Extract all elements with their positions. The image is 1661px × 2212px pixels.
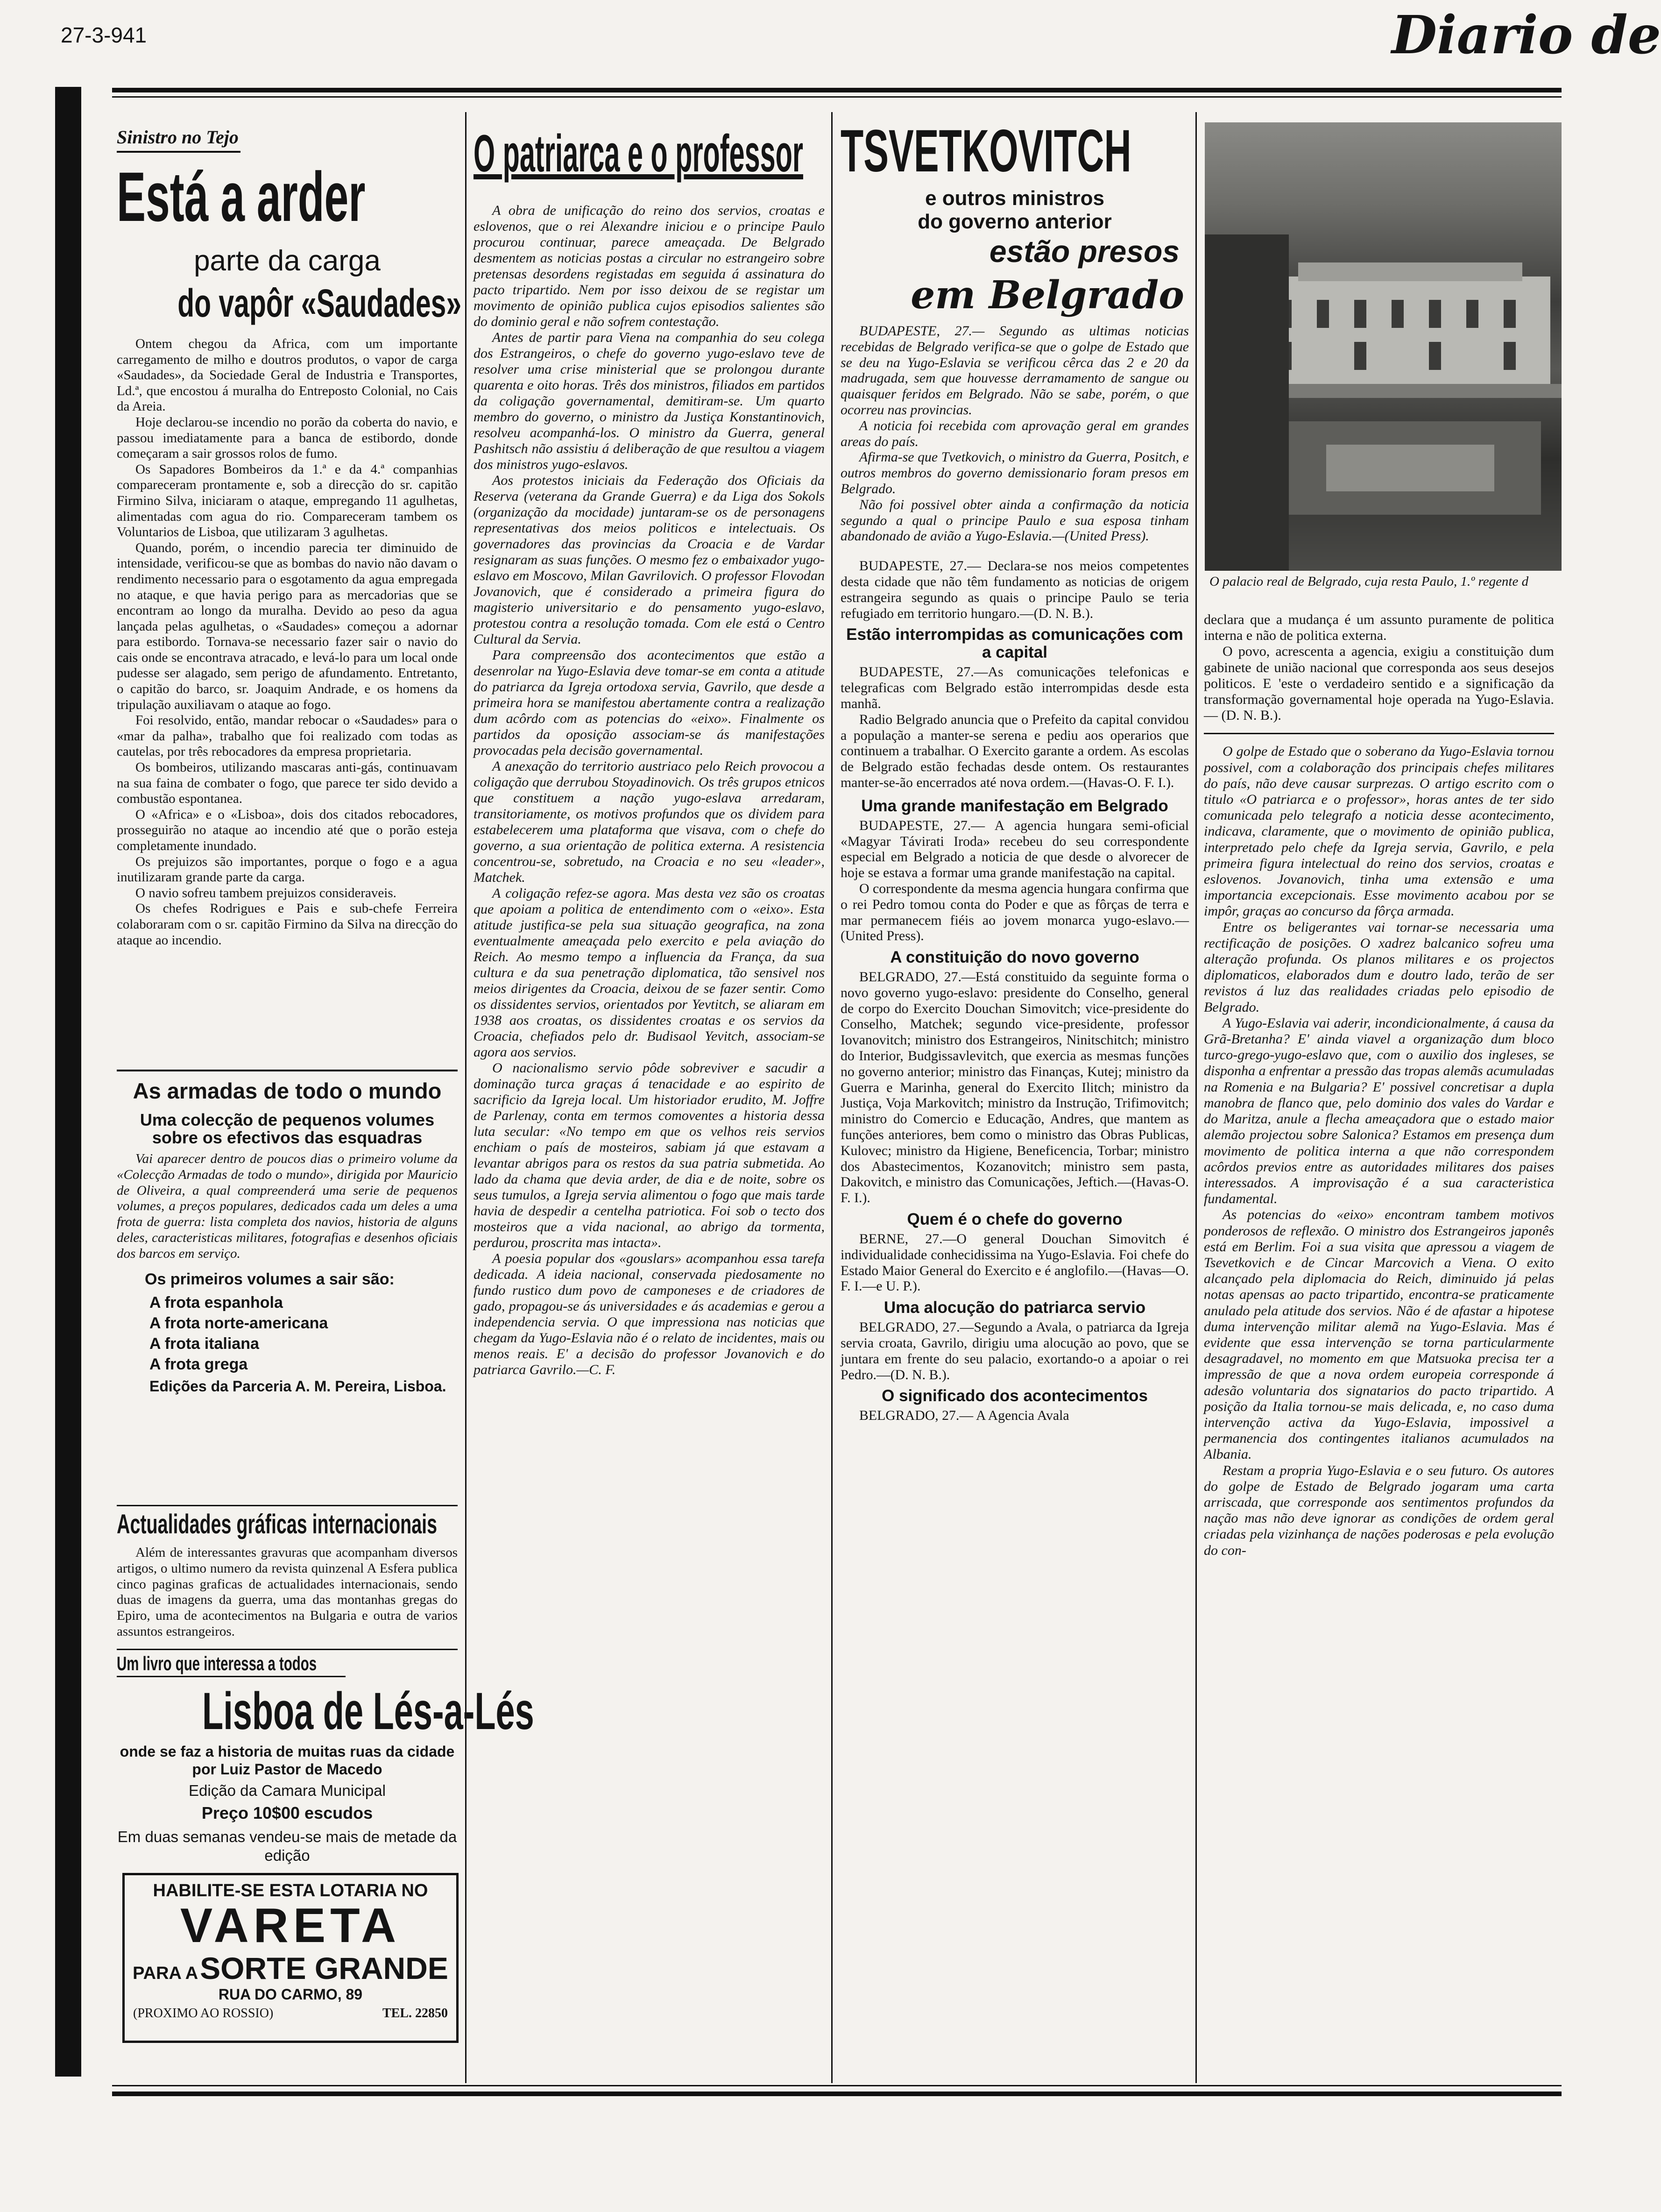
armadas-title: As armadas de todo o mundo xyxy=(133,1078,442,1103)
column-divider-2 xyxy=(831,112,833,2083)
headline-tsvetkovitch: TSVETKOVITCH xyxy=(841,118,1131,184)
armadas-list-title: Os primeiros volumes a sair são: xyxy=(145,1270,395,1288)
subhead-vapor: do vapôr «Saudades» xyxy=(177,281,462,325)
article-tsvetkovitch xyxy=(841,118,1189,1424)
masthead: Diario de xyxy=(1392,5,1661,66)
livro-line2: Edição da Camara Municipal xyxy=(189,1782,386,1799)
ad-vareta: VARETA xyxy=(180,1899,401,1953)
divider-armadas xyxy=(117,1070,458,1071)
tsv-sub4: em Belgrado xyxy=(911,273,1184,318)
list-item: A frota italiana xyxy=(149,1334,259,1353)
patriarca-body: A obra de unificação do reino dos servios, croatas e eslovenos, que o rei Alexandre iniciou e o principe Paulo procurou continuar, parece ameaçada. De Belgrado desmentem as noticias postas a circular no estrangeiro sobre pretensas desordens registadas em seguida á assinatura do pacto tripartido. Nem por isso deixou de se registar um movimento de opinião publica cujos episodios salientes são do dominio geral e não sofrem contestação. Antes de partir para Viena na companhia do seu colega dos Estrangeiros, o chefe do governo yugo-eslavo teve de resolver uma crise ministerial que se prolongou durante quarenta e oito horas. Três dos ministros, filiados em partidos da coligação governamental, demitiram-se. Um quarto membro do governo, o ministro da Justiça Konstantinovich, resolveu acompanhá-los. O ministro da Guerra, general Pashitsch não assistiu á deliberação de que resultou a viagem dos ministros yugo-eslavos. Aos protestos iniciais da Federação dos Oficiais da Reserva (veterana da Grande Guerra) e da Liga dos Sokols (organização da mocidade) juntaram-se os de personagens representativas dos meios politicos e intelectuais. Os governadores das provincias da Croacia e de Vardar resignaram as suas funções. O mesmo fez o embaixador yugo-eslavo em Moscovo, Milan Gavrilovich. O professor Flovodan Jovanovich, que é considerado a primeira figura do magisterio universitario e do pensamento yugo-eslavo, protestou contra a resolução tomada. Com ele está o Centro Cultural da Servia. Para compreensão dos acontecimentos que estão a desenrolar na Yugo-Eslavia deve tomar-se em conta a atitude do patriarca da Igreja ortodoxa servia, Gavrilo, que desde a primeira hora se manifestou abertamente contra a realização dum acôrdo com as potencias do «eixo». Finalmente os partidos da oposição associam-se ás manifestações provocadas pela decisão governamental. A anexação do territorio austriaco pelo Reich provocou a coligação que derrubou Stoyadinovich. Os três grupos etnicos que constituem a nação yugo-eslava arredaram, transitoriamente, os motivos profundos que os dividem para estabelecerem uma plataforma que visava, com o chefe do governo, a sua orientação de politica externa. A resistencia concentrou-se, sobretudo, na Croacia e no seu «leader», Matchek. A coligação refez-se agora. Mas desta vez são os croatas que apoiam a politica de entendimento com o «eixo». Esta atitude justifica-se pela sua situação geografica, na zona eventualmente ameaçada pelo exercito e pela aviação do Reich. Ao mesmo tempo a influencia da França, da sua cultura e da sua penetração diplomatica, tão sensivel nos meios dirigentes da Croacia, deixou de se fazer sentir. Como os dissidentes servios, orientados por Yevtitch, se aliaram em 1938 aos croatas, os dissidentes croatas e os servios da Croacia, chefiados pelo dr. Budisaol Yevitch, associam-se agora aos servios. O nacionalismo servio pôde sobreviver e sacudir a dominação turca graças á tenacidade e ao espirito de sacrificio da Igreja local. Um historiador erudito, M. Joffre de Parlenay, conta em termos comoventes a historia dessa luta secular: «No tempo em que os velhos reis servios enchiam o país de mosteiros, sabiam já que estavam a levantar abrigos para os restos da sua patria submetida. Ao lado da chama que devia arder, de dia e de noite, sobre os seus tumulos, a Igreja servia alimentou o fogo que mais tarde havia de despedir a centelha patriotica. Foi sob o tecto dos mosteiros que a vida nacional, ao abrigo da tormenta, perdurou, proscrita mas intacta». A poesia popular dos «gouslars» acompanhou essa tarefa dedicada. A ideia nacional, conservada piedosamente no fundo rustico dum povo de camponeses e de criadores de gado, propagou-se ás universidades e ás academias e gerou a independencia servia. O que impressiona nas noticias que chegam da Yugo-Eslavia não é o relato de incidentes, mais ou menos reais. E' a decisão do professor Jovanovich e do patriarca Gavrilo.—C. F. xyxy=(474,203,825,1377)
article-armadas xyxy=(117,1078,458,1395)
heading-constituicao: A constituição do novo governo xyxy=(890,948,1139,967)
list-item: A frota grega xyxy=(149,1355,248,1373)
livro-kicker: Um livro que interessa a todos xyxy=(117,1652,317,1674)
actualidades-body: Além de interessantes gravuras que acompanham diversos artigos, o ultimo numero da revista quinzenal A Esfera publica cinco paginas graficas de actualidades internacionais, sendo duas de imagens da guerra, uma das montanhas gregas do Epiro, uma de acontecimentos na Bulgaria e outra de varios assuntos estrangeiros. xyxy=(117,1545,458,1639)
top-rule xyxy=(112,88,1562,92)
column-divider-1 xyxy=(465,112,466,2083)
ad-line1: HABILITE-SE ESTA LOTARIA NO xyxy=(153,1881,428,1900)
armadas-sub: Uma colecção de pequenos volumes sobre os efectivos das esquadras xyxy=(140,1110,435,1147)
lottery-ad xyxy=(122,1873,459,2043)
divider-actualidades xyxy=(117,1505,458,1506)
ad-near: (PROXIMO AO ROSSIO) xyxy=(133,2006,274,2021)
bottom-rule xyxy=(112,2091,1562,2096)
armadas-edition: Edições da Parceria A. M. Pereira, Lisboa. xyxy=(149,1377,446,1395)
ad-phone: TEL. 22850 xyxy=(382,2006,448,2021)
heading-manifestacao: Uma grande manifestação em Belgrado xyxy=(861,796,1168,815)
tsv-sub3: estão presos xyxy=(989,234,1180,269)
livro-title: Lisboa de Lés-a-Lés xyxy=(202,1682,534,1740)
armadas-body: Vai aparecer dentro de poucos dias o primeiro volume da «Colecção Armadas de todo o mundo», dirigida por Mauricio de Oliveira, a qual compreenderá uma serie de pequenos volumes, a preços populares, dedicados cada um deles a uma frota de guerra: lista completa dos navios, historia de alguns deles, caracteristicas militares, fotografias e desenhos oficiais dos barcos em serviço. xyxy=(117,1151,458,1261)
divider-livro xyxy=(117,1649,458,1650)
list-item: A frota espanhola xyxy=(149,1293,283,1312)
livro-line4: Em duas semanas vendeu-se mais de metade da edição xyxy=(117,1828,457,1864)
headline-patriarca: O patriarca e o professor xyxy=(474,124,803,183)
bottom-rule-thin xyxy=(112,2085,1562,2086)
article-patriarca xyxy=(474,126,825,1378)
top-rule-thin xyxy=(112,96,1562,98)
ad-address: RUA DO CARMO, 89 xyxy=(218,1986,363,2003)
photo-palacio-real xyxy=(1205,122,1562,571)
article-livro xyxy=(117,1652,534,1865)
subhead-carga: parte da carga xyxy=(194,245,381,277)
actualidades-title: Actualidades gráficas internacionais xyxy=(117,1509,438,1539)
heading-significado: O significado dos acontecimentos xyxy=(882,1387,1148,1405)
article-belgrado-cont: declara que a mudança é um assunto puramente de politica interna e não de politica externa. O povo, acrescenta a agencia, exigiu a constituição dum gabinete de união nacional que corresponda aos seus desejos politicos. E 'este o verdadeiro sentido e a significação da transformação governamental hoje operada na Yugo-Eslavia.— (D. N. B.). O golpe de Estado que o soberano da Yugo-Eslavia tornou possivel, com a colaboração dos principais chefes militares do país, não deve causar surprezas. O artigo escrito com o titulo «O patriarca e o professor», horas antes de ter sido comunicada pelo telegrafo a noticia desse acontecimento, indicava, claramente, que o movimento de opinião publica, interpretado pelo chefe da Igreja servia, Gavrilo, e pela primeira figura intelectual do reino dos servios, croatas e eslovenos. Jovanovich, tinha uma extensão e uma importancia excepcionais. Esse movimento acabou por se impôr, graças ao concurso da fôrça armada. Entre os beligerantes vai tornar-se necessaria uma rectificação de posições. O xadrez balcanico sofreu uma alteração profunda. Os planos militares e os projectos diplomaticos, elaborados dum e doutro lado, terão de ser revistos á luz das realidades criadas pelo episodio de Belgrado. A Yugo-Eslavia vai aderir, incondicionalmente, á causa da Grã-Bretanha? E' ainda viavel a organização dum bloco turco-grego-yugo-eslavo que, com o auxilio dos ingleses, se disponha a enfrentar a pressão das tropas alemãs acumuladas na Romenia e na Bulgaria? E' possivel concretisar a dupla manobra de flanco que, pelo dominio dos vales do Vardar e do Maritza, anule a flecha ameaçadora que o estado maior alemão projectou sobre Salonica? Estamos em presença dum movimento de politica interna a que não correspondem acôrdos previos entre as autoridades militares dos paises interessados. A improvisação é a sua caracteristica fundamental. As potencias do «eixo» encontram tambem motivos ponderosos de reflexão. O ministro dos Estrangeiros japonês está em Berlim. Foi a sua visita que apressou a viagem de Tsevetkovich e de Cincar Marcovich a Viena. O exito alcançado pela diplomacia do Reich, diminuido já pelas notas apensas ao pacto tripartido, encontra-se praticamente anulado pela atitude dos servios. Não é de afastar a hipotese duma intervenção militar alemã na Yugo-Eslavia. Mas é evidente que essa intervenção se torna particularmente desagradavel, no momento em que Matsuoka precisa ter a impressão de que a nova ordem europeia corresponde á adesão voluntaria dos signatarios do pacto tripartido. A posição da Italia tornou-se mais delicada, e, no caso duma intervenção activa da Yugo-Eslavia, impossivel a permanencia dos contingentes italianos acumulados na Albania. Restam a propria Yugo-Eslavia e o seu futuro. Os autores do golpe de Estado de Belgrado jogaram uma carta arriscada, que corresponde aos sentimentos profundos da nação mas não deve ignorar as condições de ordem geral criadas pela vizinhança de nações poderosas e pela evolução do con- xyxy=(1204,612,1554,1558)
livro-price: Preço 10$00 escudos xyxy=(201,1803,373,1822)
fire-body: Ontem chegou da Africa, com um importante carregamento de milho e doutros produtos, o vapor de carga «Saudades», da Sociedade Geral de Industria e Transportes, Ld.ª, que encostou á muralha do Entreposto Colonial, no Cais da Areia. Hoje declarou-se incendio no porão da coberta do navio, e passou imediatamente para a banca de estibordo, donde começaram a sair grossos rolos de fumo. Os Sapadores Bombeiros da 1.ª e da 4.ª companhias compareceram prontamente e, sob a direcção do sr. capitão Firmino Silva, iniciaram o ataque, empregando 11 agulhetas, alimentadas com agua do rio. Compareceram tambem os Voluntarios de Lisboa, que utilizaram 3 agulhetas. Quando, porém, o incendio parecia ter diminuido de intensidade, verificou-se que as bombas do navio não davam o rendimento necessario para o esgotamento da agua empregada no ataque, e que havia perigo para as mercadorias que se encontram ao longo da muralha. Devido ao peso da agua lançada pelas agulhetas, o «Saudades» começou a adornar para estibordo. Tornava-se necessario fazer sair o navio do cais onde se encontrava atracado, e levá-lo para um local onde pudesse ser alagado, sem perigo de afundamento. Entretanto, o capitão do barco, sr. Joaquim Andrade, e os homens da tripulação auxiliavam o ataque ao fogo. Foi resolvido, então, mandar rebocar o «Saudades» para o «mar da palha», trabalho que foi realizado com todas as cautelas, por três rebocadores da empresa proprietaria. Os bombeiros, utilizando mascaras anti-gás, continuavam na sua faina de combater o fogo, que parece ter sido devido a combustão espontanea. O «Africa» e o «Lisboa», dois dos citados rebocadores, prosseguirão no ataque ao incendio até que o porão esteja completamente inundado. Os prejuizos são importantes, porque o fogo e a agua inutilizaram grande parte da carga. O navio sofreu tambem prejuizos consideraveis. Os chefes Rodrigues e Pais e sub-chefe Ferreira colaboraram com o sr. capitão Firmino da Silva na direcção do ataque ao incendio. xyxy=(117,336,458,948)
heading-comunicacoes: Estão interrompidas as comunicações com a capital xyxy=(846,625,1183,662)
article-actualidades xyxy=(117,1510,458,1640)
article-fire xyxy=(117,126,462,948)
photo-caption: O palacio real de Belgrado, cuja resta Paulo, 1.º regente d xyxy=(1209,574,1529,589)
kicker-sinistro: Sinistro no Tejo xyxy=(117,126,240,153)
tsv-sub1: e outros ministros xyxy=(925,187,1104,210)
headline-fire: Está a arder xyxy=(117,157,366,236)
livro-line1: onde se faz a historia de muitas ruas da cidade por Luiz Pastor de Macedo xyxy=(120,1743,455,1778)
left-bar xyxy=(55,87,81,2077)
tsv-body: BUDAPESTE, 27.— Segundo as ultimas noticias recebidas de Belgrado verifica-se que o golpe de Estado que se deu na Yugo-Eslavia se verificou cêrca das 2 e 20 da madrugada, sem que houvesse derramamento de sangue ou quaisquer feridos em Belgrado. Não se sabe, porém, o que ocorreu nas provincias. A noticia foi recebida com aprovação geral em grandes areas do país. Afirma-se que Tvetkovich, o ministro da Guerra, Positch, e outros membros do governo demissionario foram presos em Belgrado. Não foi possivel obter ainda a confirmação da noticia segundo a qual o principe Paulo e sua esposa tinham abandonado de avião a Yugo-Eslavia.—(United Press). BUDAPESTE, 27.— Declara-se nos meios competentes desta cidade que não têm fundamento as noticias de origem estrangeira segundo as quais o principe Paulo se teria refugiado em territorio hungaro.—(D. N. B.). Estão interrompidas as comunicações com a capital BUDAPESTE, 27.—As comunicações telefonicas e telegraficas com Belgrado estão interrompidas desde esta manhã. Radio Belgrado anuncia que o Prefeito da capital convidou a população a manter-se serena e pediu aos operarios que continuem a trabalhar. O Exercito garante a ordem. As escolas de Belgrado estão fechadas desde ontem. Os restaurantes manter-se-ão encerrados até nova ordem.—(Havas-O. F. I.). Uma grande manifestação em Belgrado BUDAPESTE, 27.— A agencia hungara semi-oficial «Magyar Távirati Iroda» recebeu do seu correspondente especial em Belgrado a noticia de que desde o alvorecer de hoje se estava a formar uma grande manifestação na capital. O correspondente da mesma agencia hungara confirma que o rei Pedro tomou conta do Poder e que as fôrças de terra e mar permanecem fiéis ao jovem monarca yugo-eslavo.—(United Press). A constituição do novo governo BELGRADO, 27.—Está constituido da seguinte forma o novo governo yugo-eslavo: presidente do Conselho, general de corpo do Exercito Douchan Simovitch; vice-presidente do Conselho, Matchek; segundo vice-presidente, professor Iovanovitch; ministro dos Estrangeiros, Ninitschitch; ministro do Interior, Budgissavlevitch, que exercia as mesmas funções no governo anterior; ministro das Finanças, Kutej; ministro da Guerra e Marinha, general do Exercito Ilitch; ministro da Justiça, Voja Markovitch; ministro da Instrução, Trifimovitch; ministro do Comercio e Educação, Andres, que mantem as funções anteriores, bem como o ministro das Obras Publicas, Kulovec; ministro da Higiene, Beneficencia, Torbar; ministro dos Abastecimentos, Kozanovitch; ministro sem pasta, Dakovitch, e ministro das Comunicações, Jeftich.—(Havas-O. F. I.). Quem é o chefe do governo BERNE, 27.—O general Douchan Simovitch é individualidade conhecidissima na Yugo-Eslavia. Foi chefe do Estado Maior General do Exercito e é anglofilo.—(Havas—O. F. I.—e U. P.). Uma alocução do patriarca servio BELGRADO, 27.—Segundo a Avala, o patriarca da Igreja servia croata, Gavrilo, dirigiu uma alocução ao povo, que se juntara em frente do seu palacio, exortando-o a apoiar o rei Pedro.—(D. N. B.). O significado dos acontecimentos BELGRADO, 27.— A Agencia Avala xyxy=(841,323,1189,1424)
heading-alocucao: Uma alocução do patriarca servio xyxy=(884,1298,1146,1317)
list-item: A frota norte-americana xyxy=(149,1314,328,1332)
tsv-sub2: do governo anterior xyxy=(918,210,1112,233)
issue-date: 27-3-941 xyxy=(61,23,147,47)
column-divider-3 xyxy=(1195,112,1197,2083)
heading-chefe: Quem é o chefe do governo xyxy=(907,1210,1123,1229)
ad-sorte-grande: SORTE GRANDE xyxy=(200,1951,448,1985)
ad-para-a: PARA A xyxy=(133,1964,198,1983)
